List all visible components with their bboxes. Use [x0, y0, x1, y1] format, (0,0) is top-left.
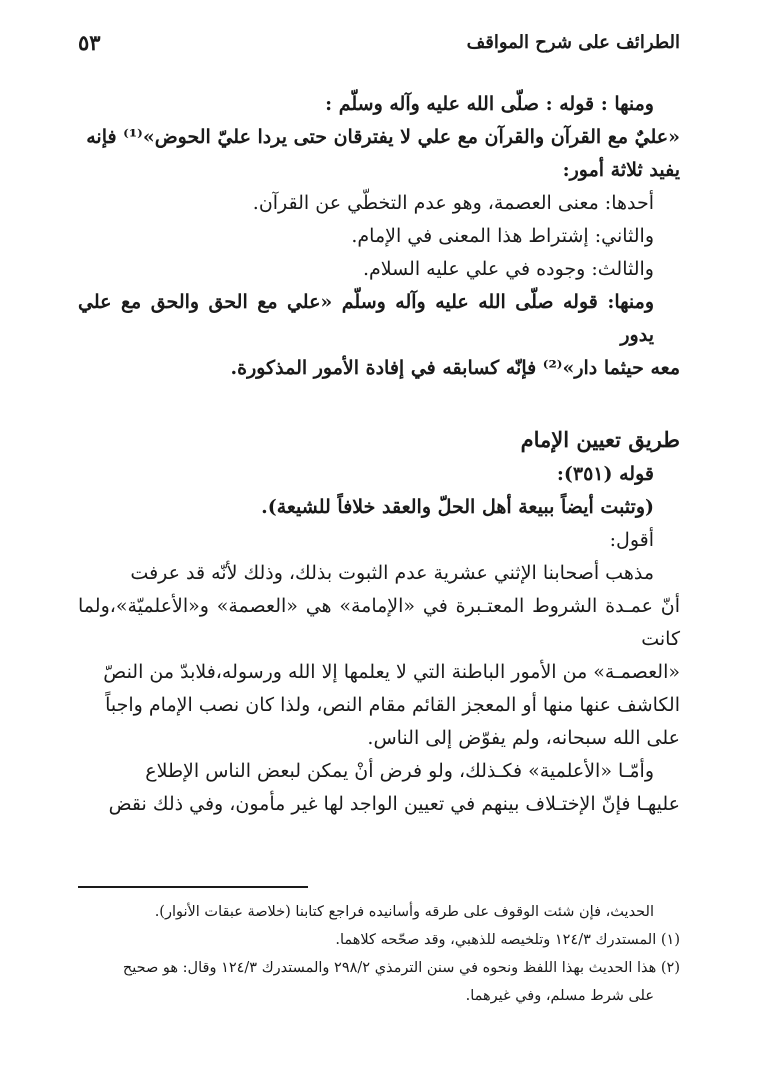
footnote-continuation: الحديث، فإن شئت الوقوف على طرقه وأسانيده فراجع كتابنا (خلاصة عبقات الأنوار).	[154, 904, 654, 920]
text-line: يفيد ثلاثة أمور:	[562, 159, 680, 181]
footnotes	[78, 898, 680, 1010]
list-item: أحدها: معنى العصمة، وهو عدم التخطّي عن القرآن.	[252, 192, 654, 214]
text-line: مذهب أصحابنا الإثني عشرية عدم الثبوت بذلك، وذلك لأنّه قد عرفت	[130, 562, 654, 584]
section-heading: طريق تعيين الإمام	[520, 427, 680, 452]
text-line: «العصمـة» من الأمور الباطنة التي لا يعلمها إلا الله ورسوله،فلابدّ من النصّ	[103, 661, 680, 683]
footnote-divider	[78, 886, 308, 888]
quoted-statement: (وتثبت أيضاً ببيعة أهل الحلّ والعقد خلافاً للشيعة).	[261, 496, 654, 518]
text-line: أقول:	[609, 529, 654, 551]
text-line: على الله سبحانه، ولم يفوّض إلى الناس.	[367, 727, 680, 749]
list-item: والثاني: إشتراط هذا المعنى في الإمام.	[351, 225, 654, 247]
footnote: (٢) هذا الحديث بهذا اللفظ ونحوه في سنن الترمذي ٢٩٨/٢ والمستدرك ١٢٤/٣ وقال: هو صحيح	[122, 960, 680, 976]
text-line: أنّ عمـدة الشروط المعتـبرة في «الإمامة» هي «العصمة» و«الأعلميّة»،ولما كانت	[78, 595, 680, 650]
text-line: عليهـا فإنّ الإختـلاف بينهم في تعيين الواجد لها غير مأمون، وفي ذلك نقض	[108, 793, 680, 815]
text-line: ومنها : قوله : صلّى الله عليه وآله وسلّم :	[325, 93, 654, 115]
hadith-quote-line: «عليٌ مع القرآن والقرآن مع علي لا يفترقان حتى يردا عليّ الحوض»⁽¹⁾ فإنه	[86, 126, 680, 148]
main-text	[78, 88, 680, 821]
footnote: (١) المستدرك ١٢٤/٣ وتلخيصه للذهبي، وقد صحّحه كلاهما.	[335, 932, 680, 948]
text-line: وأمّـا «الأعلمية» فكـذلك، ولو فرض أنْ يمكن لبعض الناس الإطلاع	[145, 760, 654, 782]
book-page	[78, 30, 680, 1070]
list-item: والثالث: وجوده في علي عليه السلام.	[362, 258, 654, 280]
text-line: الكاشف عنها منها أو المعجز القائم مقام النص، ولذا كان نصب الإمام واجباً	[105, 694, 680, 716]
page-number: ٥٣	[78, 30, 101, 55]
footnote-continuation: على شرط مسلم، وفي غيرهما.	[465, 988, 654, 1004]
running-title: الطرائف على شرح المواقف	[466, 32, 680, 53]
text-line: ومنها: قوله صلّى الله عليه وآله وسلّم «علي مع الحق والحق مع علي يدور	[78, 291, 654, 346]
running-header	[78, 30, 680, 60]
section-gap	[78, 385, 680, 421]
quote-reference: قوله (٣٥١):	[556, 463, 654, 485]
text-line: معه حيثما دار»⁽²⁾ فإنّه كسابقه في إفادة الأمور المذكورة.	[230, 357, 680, 379]
